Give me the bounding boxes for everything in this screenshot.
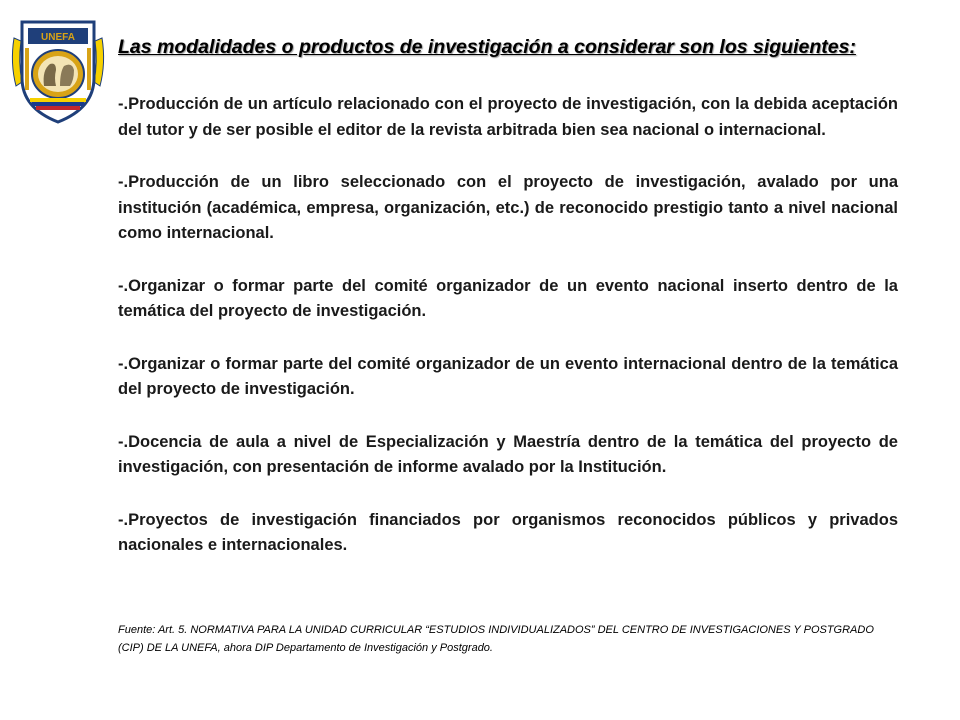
page-title: Las modalidades o productos de investigación a considerar son los siguientes: [118, 36, 856, 58]
list-item: -.Producción de un libro seleccionado con el proyecto de investigación, avalado por una institución (académica, empresa, organización, etc.) de reconocido prestigio tanto a nivel nacional como internacional. [118, 173, 898, 242]
modalities-list [118, 92, 898, 586]
list-item: -.Organizar o formar parte del comité organizador de un evento nacional inserto dentro de la temática del proyecto de investigación. [118, 276, 898, 320]
list-item: -.Docencia de aula a nivel de Especialización y Maestría dentro de la temática del proyecto de investigación, con presentación de informe avalado por la Institución. [118, 432, 898, 476]
source-note: Fuente: Art. 5. NORMATIVA PARA LA UNIDAD CURRICULAR “ESTUDIOS INDIVIDUALIZADOS” DEL CENTRO DE INVESTIGACIONES Y POSTGRADO (CIP) DE LA UNEFA, ahora DIP Departamento de Investigación y Postgrado. [118, 624, 874, 654]
logo-text: UNEFA [41, 32, 75, 43]
list-item: -.Producción de un artículo relacionado con el proyecto de investigación, con la debida aceptación del tutor y de ser posible el editor de la revista arbitrada bien sea nacional o internacional. [118, 95, 898, 139]
list-item: -.Organizar o formar parte del comité organizador de un evento internacional dentro de la temática del proyecto de investigación. [118, 354, 898, 398]
crest-graphic [8, 8, 108, 128]
university-crest-icon [8, 8, 108, 128]
list-item: -.Proyectos de investigación financiados por organismos reconocidos públicos y privados nacionales e internacionales. [118, 510, 898, 554]
